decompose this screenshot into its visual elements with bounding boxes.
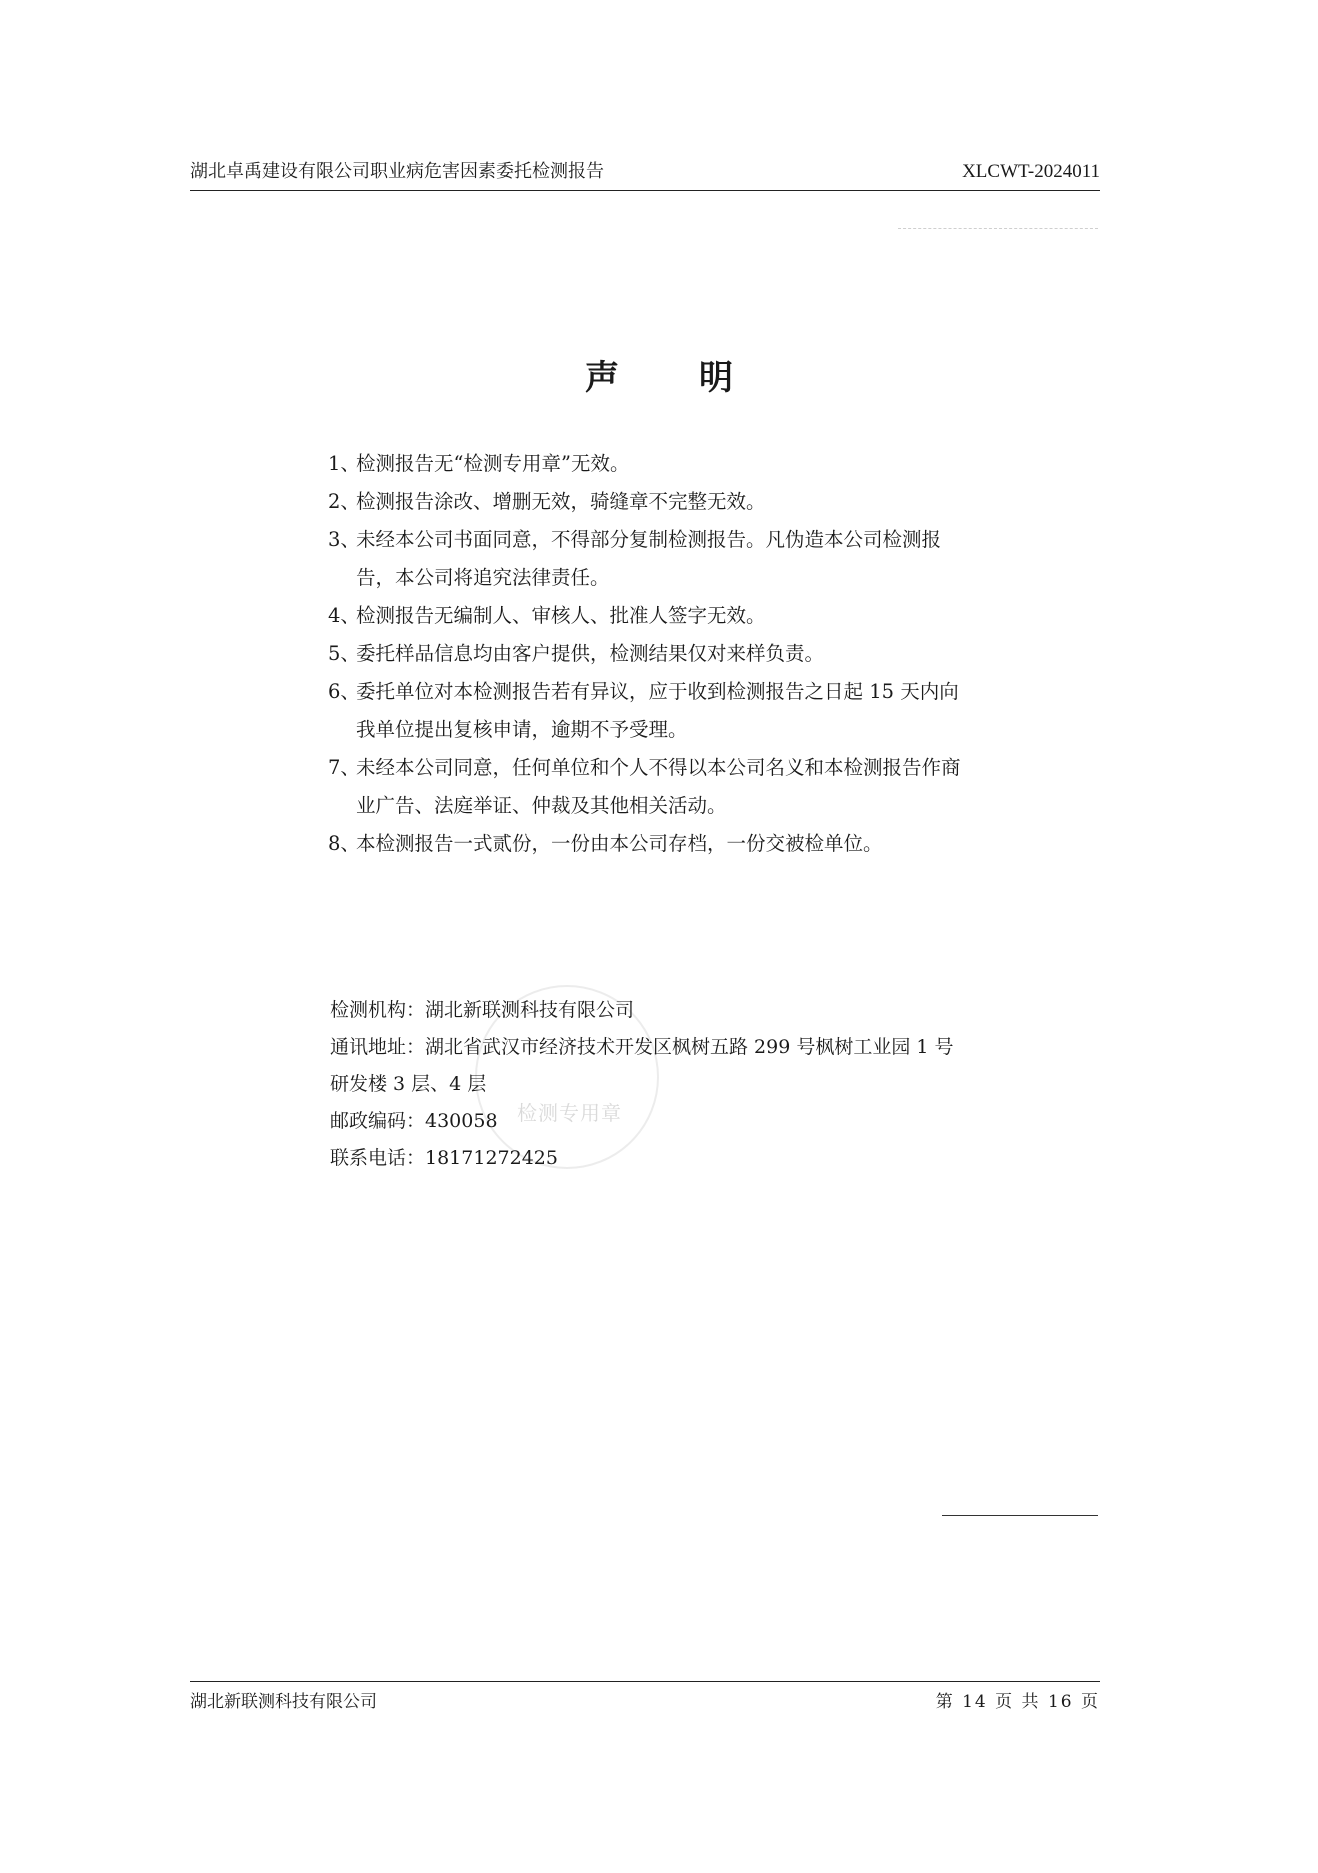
item-number: 4、 <box>328 604 360 627</box>
item-text: 本检测报告一式贰份，一份由本公司存档，一份交被检单位。 <box>356 832 883 855</box>
contact-info <box>330 992 970 1177</box>
item-text: 检测报告无“检测专用章”无效。 <box>356 452 630 475</box>
footer-short-rule <box>942 1515 1098 1516</box>
item-number: 7、 <box>328 756 360 779</box>
postcode-line: 邮政编码：430058 <box>330 1110 498 1132</box>
item-text: 检测报告涂改、增删无效，骑缝章不完整无效。 <box>356 490 766 513</box>
item-number: 1、 <box>328 452 360 475</box>
item-number: 3、 <box>328 528 360 551</box>
report-number: XLCWT-2024011 <box>962 161 1100 182</box>
item-number: 5、 <box>328 642 360 665</box>
address-line: 通讯地址：湖北省武汉市经济技术开发区枫树五路 299 号枫树工业园 1 号研发楼 3 层、4 层 <box>330 1036 954 1095</box>
item-number: 2、 <box>328 490 360 513</box>
page-header <box>190 158 1100 191</box>
page-number: 第 14 页 共 16 页 <box>935 1692 1100 1712</box>
item-text: 委托单位对本检测报告若有异议，应于收到检测报告之日起 15 天内向我单位提出复核申请，逾期不予受理。 <box>356 680 959 741</box>
item-text: 检测报告无编制人、审核人、批准人签字无效。 <box>356 604 766 627</box>
agency-line: 检测机构：湖北新联测科技有限公司 <box>330 999 635 1021</box>
list-item <box>328 445 968 483</box>
list-item <box>328 521 968 597</box>
list-item <box>328 749 968 825</box>
page-footer <box>190 1681 1100 1722</box>
seal-text: 检测专用章 <box>517 1101 622 1125</box>
item-text: 未经本公司书面同意，不得部分复制检测报告。凡伪造本公司检测报告，本公司将追究法律责任。 <box>356 528 942 589</box>
list-item <box>328 825 968 863</box>
list-item <box>328 673 968 749</box>
list-item <box>328 483 968 521</box>
phone-line: 联系电话：18171272425 <box>330 1147 558 1169</box>
page-title: 声明 <box>585 358 813 398</box>
item-number: 6、 <box>328 680 360 703</box>
item-text: 未经本公司同意，任何单位和个人不得以本公司名义和本检测报告作商业广告、法庭举证、仲裁及其他相关活动。 <box>356 756 961 817</box>
header-title: 湖北卓禹建设有限公司职业病危害因素委托检测报告 <box>190 161 604 182</box>
item-number: 8、 <box>328 832 360 855</box>
footer-company: 湖北新联测科技有限公司 <box>190 1692 377 1712</box>
list-item <box>328 635 968 673</box>
list-item <box>328 597 968 635</box>
statement-list <box>328 445 968 863</box>
item-text: 委托样品信息均由客户提供，检测结果仅对来样负责。 <box>356 642 825 665</box>
faint-scan-line <box>898 228 1098 229</box>
